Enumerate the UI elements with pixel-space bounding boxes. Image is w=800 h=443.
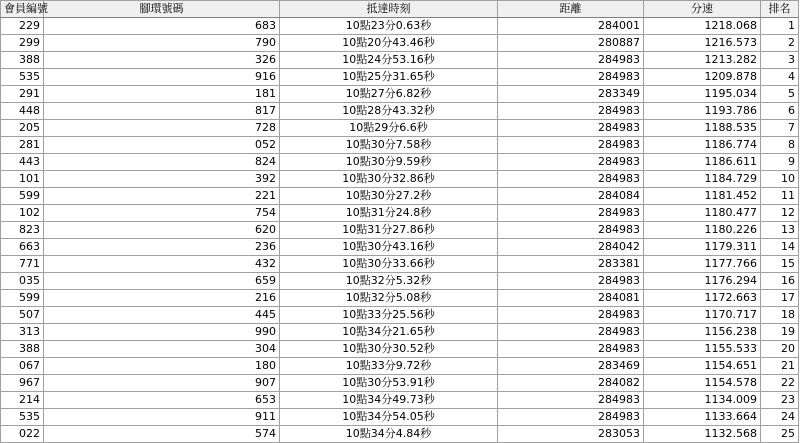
ring-number-cell[interactable]: 754 — [44, 205, 280, 222]
arrival-time-cell[interactable]: 10點33分25.56秒 — [280, 307, 498, 324]
speed-cell[interactable]: 1195.034 — [644, 86, 761, 103]
arrival-time-cell[interactable]: 10點32分5.08秒 — [280, 290, 498, 307]
member-id-cell[interactable]: 535 — [1, 69, 44, 86]
rank-cell[interactable]: 1 — [761, 18, 799, 35]
distance-cell[interactable]: 280887 — [498, 35, 644, 52]
speed-cell[interactable]: 1181.452 — [644, 188, 761, 205]
member-id-cell[interactable]: 599 — [1, 290, 44, 307]
rank-cell[interactable]: 18 — [761, 307, 799, 324]
arrival-time-cell[interactable]: 10點34分49.73秒 — [280, 392, 498, 409]
ring-number-cell[interactable]: 659 — [44, 273, 280, 290]
speed-cell[interactable]: 1177.766 — [644, 256, 761, 273]
rank-cell[interactable]: 14 — [761, 239, 799, 256]
distance-cell[interactable]: 284983 — [498, 324, 644, 341]
column-header-speed[interactable]: 分速 — [644, 1, 761, 18]
arrival-time-cell[interactable]: 10點30分30.52秒 — [280, 341, 498, 358]
ring-number-cell[interactable]: 653 — [44, 392, 280, 409]
ring-number-cell[interactable]: 683 — [44, 18, 280, 35]
distance-cell[interactable]: 284983 — [498, 154, 644, 171]
rank-cell[interactable]: 6 — [761, 103, 799, 120]
arrival-time-cell[interactable]: 10點33分9.72秒 — [280, 358, 498, 375]
table-row[interactable] — [1, 375, 799, 392]
table-row[interactable] — [1, 35, 799, 52]
rank-cell[interactable]: 19 — [761, 324, 799, 341]
header-row — [1, 1, 799, 18]
ring-number-cell[interactable]: 236 — [44, 239, 280, 256]
speed-cell[interactable]: 1213.282 — [644, 52, 761, 69]
distance-cell[interactable]: 284983 — [498, 171, 644, 188]
rank-cell[interactable]: 2 — [761, 35, 799, 52]
table-row[interactable] — [1, 103, 799, 120]
speed-cell[interactable]: 1193.786 — [644, 103, 761, 120]
distance-cell[interactable]: 284983 — [498, 392, 644, 409]
ring-number-cell[interactable]: 990 — [44, 324, 280, 341]
ring-number-cell[interactable]: 817 — [44, 103, 280, 120]
member-id-cell[interactable]: 771 — [1, 256, 44, 273]
speed-cell[interactable]: 1176.294 — [644, 273, 761, 290]
ring-number-cell[interactable]: 574 — [44, 426, 280, 443]
table-row[interactable] — [1, 120, 799, 137]
distance-cell[interactable]: 284983 — [498, 341, 644, 358]
member-id-cell[interactable]: 663 — [1, 239, 44, 256]
table-row[interactable] — [1, 137, 799, 154]
distance-cell[interactable]: 284983 — [498, 205, 644, 222]
speed-cell[interactable]: 1186.774 — [644, 137, 761, 154]
ring-number-cell[interactable]: 728 — [44, 120, 280, 137]
rank-cell[interactable]: 21 — [761, 358, 799, 375]
rank-cell[interactable]: 22 — [761, 375, 799, 392]
distance-cell[interactable]: 283381 — [498, 256, 644, 273]
rank-cell[interactable]: 10 — [761, 171, 799, 188]
ring-number-cell[interactable]: 445 — [44, 307, 280, 324]
table-row[interactable] — [1, 205, 799, 222]
ring-number-cell[interactable]: 181 — [44, 86, 280, 103]
ring-number-cell[interactable]: 790 — [44, 35, 280, 52]
table-row[interactable] — [1, 69, 799, 86]
rank-cell[interactable]: 9 — [761, 154, 799, 171]
table-row[interactable] — [1, 324, 799, 341]
column-header-ring-number[interactable]: 腳環號碼 — [44, 1, 280, 18]
member-id-cell[interactable]: 388 — [1, 52, 44, 69]
speed-cell[interactable]: 1133.664 — [644, 409, 761, 426]
ring-number-cell[interactable]: 824 — [44, 154, 280, 171]
member-id-cell[interactable]: 448 — [1, 103, 44, 120]
distance-cell[interactable]: 284084 — [498, 188, 644, 205]
member-id-cell[interactable]: 299 — [1, 35, 44, 52]
member-id-cell[interactable]: 281 — [1, 137, 44, 154]
distance-cell[interactable]: 283053 — [498, 426, 644, 443]
speed-cell[interactable]: 1209.878 — [644, 69, 761, 86]
speed-cell[interactable]: 1180.477 — [644, 205, 761, 222]
speed-cell[interactable]: 1179.311 — [644, 239, 761, 256]
rank-cell[interactable]: 12 — [761, 205, 799, 222]
speed-cell[interactable]: 1132.568 — [644, 426, 761, 443]
arrival-time-cell[interactable]: 10點34分4.84秒 — [280, 426, 498, 443]
speed-cell[interactable]: 1134.009 — [644, 392, 761, 409]
arrival-time-cell[interactable]: 10點27分6.82秒 — [280, 86, 498, 103]
speed-cell[interactable]: 1218.068 — [644, 18, 761, 35]
member-id-cell[interactable]: 291 — [1, 86, 44, 103]
ring-number-cell[interactable]: 326 — [44, 52, 280, 69]
arrival-time-cell[interactable]: 10點23分0.63秒 — [280, 18, 498, 35]
rank-cell[interactable]: 8 — [761, 137, 799, 154]
table-body — [1, 18, 799, 443]
arrival-time-cell[interactable]: 10點31分27.86秒 — [280, 222, 498, 239]
column-header-distance[interactable]: 距離 — [498, 1, 644, 18]
member-id-cell[interactable]: 101 — [1, 171, 44, 188]
ring-number-cell[interactable]: 304 — [44, 341, 280, 358]
arrival-time-cell[interactable]: 10點34分54.05秒 — [280, 409, 498, 426]
member-id-cell[interactable]: 507 — [1, 307, 44, 324]
table-row[interactable] — [1, 154, 799, 171]
arrival-time-cell[interactable]: 10點25分31.65秒 — [280, 69, 498, 86]
ring-number-cell[interactable]: 620 — [44, 222, 280, 239]
arrival-time-cell[interactable]: 10點30分27.2秒 — [280, 188, 498, 205]
speed-cell[interactable]: 1180.226 — [644, 222, 761, 239]
distance-cell[interactable]: 284983 — [498, 137, 644, 154]
member-id-cell[interactable]: 022 — [1, 426, 44, 443]
rank-cell[interactable]: 23 — [761, 392, 799, 409]
table-row[interactable] — [1, 358, 799, 375]
arrival-time-cell[interactable]: 10點31分24.8秒 — [280, 205, 498, 222]
member-id-cell[interactable]: 388 — [1, 341, 44, 358]
member-id-cell[interactable]: 102 — [1, 205, 44, 222]
rank-cell[interactable]: 17 — [761, 290, 799, 307]
table-row[interactable] — [1, 188, 799, 205]
distance-cell[interactable]: 283469 — [498, 358, 644, 375]
speed-cell[interactable]: 1186.611 — [644, 154, 761, 171]
member-id-cell[interactable]: 599 — [1, 188, 44, 205]
arrival-time-cell[interactable]: 10點30分43.16秒 — [280, 239, 498, 256]
distance-cell[interactable]: 284983 — [498, 120, 644, 137]
arrival-time-cell[interactable]: 10點30分53.91秒 — [280, 375, 498, 392]
ring-number-cell[interactable]: 221 — [44, 188, 280, 205]
rank-cell[interactable]: 16 — [761, 273, 799, 290]
distance-cell[interactable]: 284082 — [498, 375, 644, 392]
member-id-cell[interactable]: 823 — [1, 222, 44, 239]
table-row[interactable] — [1, 392, 799, 409]
ring-number-cell[interactable]: 216 — [44, 290, 280, 307]
rank-cell[interactable]: 24 — [761, 409, 799, 426]
ring-number-cell[interactable]: 180 — [44, 358, 280, 375]
member-id-cell[interactable]: 067 — [1, 358, 44, 375]
table-row[interactable] — [1, 18, 799, 35]
column-header-member-id[interactable]: 會員編號 — [1, 1, 44, 18]
arrival-time-cell[interactable]: 10點30分33.66秒 — [280, 256, 498, 273]
speed-cell[interactable]: 1184.729 — [644, 171, 761, 188]
ring-number-cell[interactable]: 052 — [44, 137, 280, 154]
table-row[interactable] — [1, 273, 799, 290]
rank-cell[interactable]: 4 — [761, 69, 799, 86]
member-id-cell[interactable]: 967 — [1, 375, 44, 392]
speed-cell[interactable]: 1172.663 — [644, 290, 761, 307]
distance-cell[interactable]: 284983 — [498, 69, 644, 86]
member-id-cell[interactable]: 214 — [1, 392, 44, 409]
table-row[interactable] — [1, 239, 799, 256]
arrival-time-cell[interactable]: 10點30分9.59秒 — [280, 154, 498, 171]
arrival-time-cell[interactable]: 10點29分6.6秒 — [280, 120, 498, 137]
table-row[interactable] — [1, 171, 799, 188]
column-header-rank[interactable]: 排名 — [761, 1, 799, 18]
speed-cell[interactable]: 1155.533 — [644, 341, 761, 358]
member-id-cell[interactable]: 535 — [1, 409, 44, 426]
table-row[interactable] — [1, 307, 799, 324]
ring-number-cell[interactable]: 911 — [44, 409, 280, 426]
distance-cell[interactable]: 283349 — [498, 86, 644, 103]
distance-cell[interactable]: 284983 — [498, 222, 644, 239]
speed-cell[interactable]: 1170.717 — [644, 307, 761, 324]
speed-cell[interactable]: 1154.651 — [644, 358, 761, 375]
arrival-time-cell[interactable]: 10點28分43.32秒 — [280, 103, 498, 120]
speed-cell[interactable]: 1216.573 — [644, 35, 761, 52]
arrival-time-cell[interactable]: 10點30分32.86秒 — [280, 171, 498, 188]
member-id-cell[interactable]: 229 — [1, 18, 44, 35]
arrival-time-cell[interactable]: 10點34分21.65秒 — [280, 324, 498, 341]
ring-number-cell[interactable]: 392 — [44, 171, 280, 188]
member-id-cell[interactable]: 443 — [1, 154, 44, 171]
arrival-time-cell[interactable]: 10點24分53.16秒 — [280, 52, 498, 69]
column-header-arrival-time[interactable]: 抵達時刻 — [280, 1, 498, 18]
distance-cell[interactable]: 284081 — [498, 290, 644, 307]
speed-cell[interactable]: 1154.578 — [644, 375, 761, 392]
rank-cell[interactable]: 13 — [761, 222, 799, 239]
distance-cell[interactable]: 284983 — [498, 103, 644, 120]
rank-cell[interactable]: 20 — [761, 341, 799, 358]
rank-cell[interactable]: 7 — [761, 120, 799, 137]
table-row[interactable] — [1, 426, 799, 443]
table-row[interactable] — [1, 409, 799, 426]
arrival-time-cell[interactable]: 10點32分5.32秒 — [280, 273, 498, 290]
distance-cell[interactable]: 284001 — [498, 18, 644, 35]
arrival-time-cell[interactable]: 10點30分7.58秒 — [280, 137, 498, 154]
table-row[interactable] — [1, 86, 799, 103]
speed-cell[interactable]: 1156.238 — [644, 324, 761, 341]
table-row[interactable] — [1, 222, 799, 239]
ring-number-cell[interactable]: 432 — [44, 256, 280, 273]
member-id-cell[interactable]: 205 — [1, 120, 44, 137]
table-row[interactable] — [1, 256, 799, 273]
distance-cell[interactable]: 284983 — [498, 273, 644, 290]
arrival-time-cell[interactable]: 10點20分43.46秒 — [280, 35, 498, 52]
member-id-cell[interactable]: 313 — [1, 324, 44, 341]
table-row[interactable] — [1, 341, 799, 358]
rank-cell[interactable]: 25 — [761, 426, 799, 443]
rank-cell[interactable]: 11 — [761, 188, 799, 205]
rank-cell[interactable]: 15 — [761, 256, 799, 273]
ring-number-cell[interactable]: 907 — [44, 375, 280, 392]
table-row[interactable] — [1, 290, 799, 307]
table-row[interactable] — [1, 52, 799, 69]
distance-cell[interactable]: 284983 — [498, 52, 644, 69]
distance-cell[interactable]: 284983 — [498, 409, 644, 426]
distance-cell[interactable]: 284983 — [498, 307, 644, 324]
distance-cell[interactable]: 284042 — [498, 239, 644, 256]
ring-number-cell[interactable]: 916 — [44, 69, 280, 86]
rank-cell[interactable]: 3 — [761, 52, 799, 69]
rank-cell[interactable]: 5 — [761, 86, 799, 103]
member-id-cell[interactable]: 035 — [1, 273, 44, 290]
speed-cell[interactable]: 1188.535 — [644, 120, 761, 137]
